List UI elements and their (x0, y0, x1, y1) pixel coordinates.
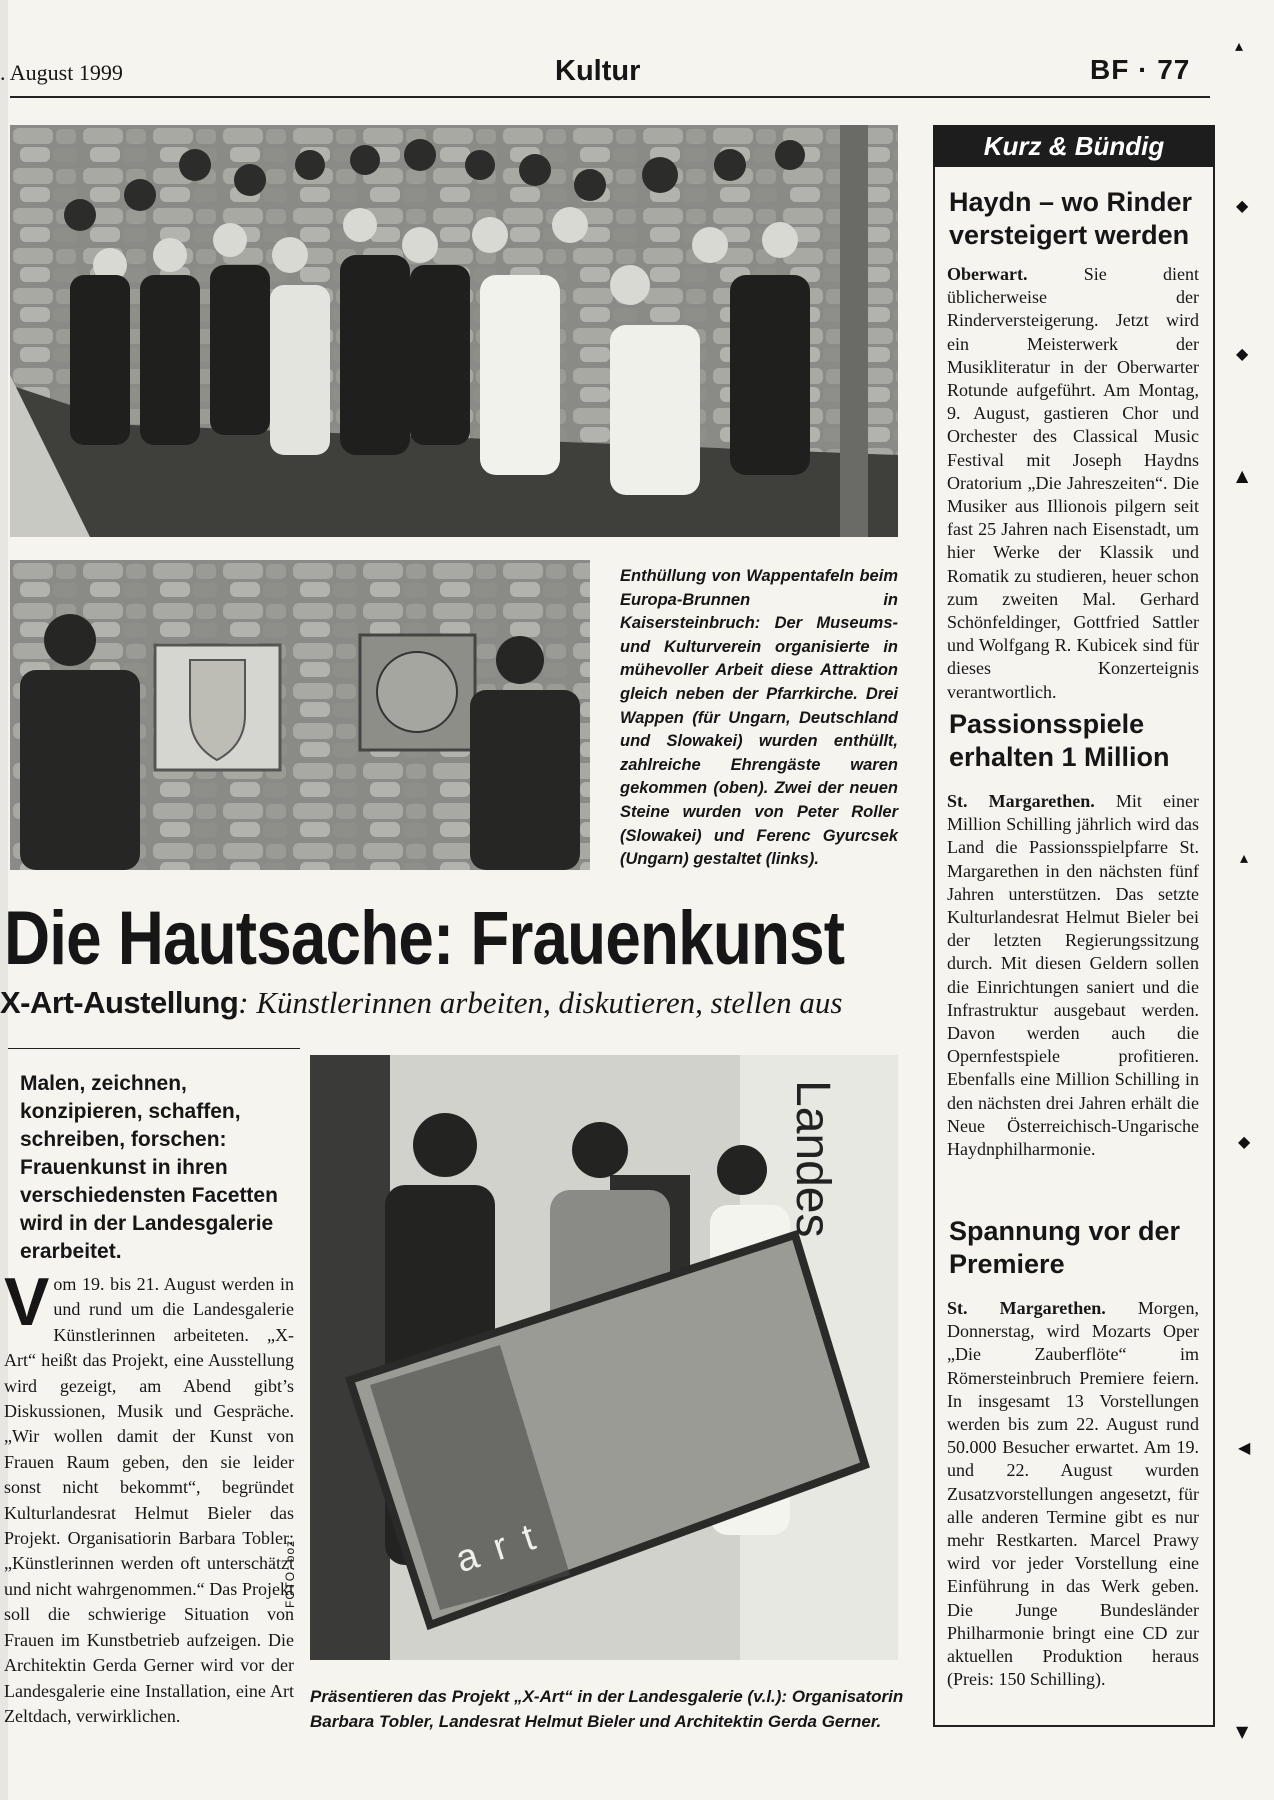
sidebar-text-2: St. Margarethen. Mit einer Million Schilling jährlich wird das Land die Passionsspielpfarre St. Margarethen in den nächsten fünf Jahren unterstützen. Das setzte Kulturlandesrat Helmut Bieler bei der letzten Regierungssitzung durch. Mit diesen Geldern sollen die Einrichtungen saniert und die Infrastruktur ausgebaut werden. Davon werden auch die Opernfestspiele profitieren. Ebenfalls eine Million Schilling in den nächsten drei Jahren erhält die Neue Österreichisch-Ungarische Haydnphilharmonie. (947, 791, 1199, 1160)
header-rule (10, 96, 1210, 98)
scan-mark: ◆ (1236, 344, 1249, 363)
wappen-photo (10, 560, 590, 870)
xart-panel-text: art (450, 1510, 558, 1582)
group-photo (10, 125, 898, 537)
article-body-text: om 19. bis 21. August werden in und rund um die Landesgalerie Künstlerinnen arbeiteten. „X-Art“ heißt das Projekt, eine Ausstellung wird gezeigt, am Abend gibt’s Diskussionen, Musik und Gespräche. „Wir wollen damit der Kunst von Frauen Raum geben, den sie leider sonst nicht bekommt“, begründet Kulturlandesrat Helmut Bieler das Projekt. Organisatiorin Barbara Tobler: „Künstlerinnen werden oft unterschätzt und nicht wahrgenommen.“ Das Projekt soll die schwierige Situation von Frauen im Kunstbetrieb aufzeigen. Die Architektin Gerda Gerner wird vor der Landesgalerie eine Installation, eine Art Zeltdach, verwirklichen. (4, 1274, 294, 1726)
photo-caption-bottom: Präsentieren das Projekt „X-Art“ in der Landesgalerie (v.l.): Organisatorin Barbara Tobler, Landesrat Helmut Bieler und Architektin Gerda Gerner. (310, 1687, 904, 1731)
sidebar-place-3: St. Margarethen. (947, 1298, 1106, 1318)
sidebar-headline-2: Passionsspiele erhalten 1 Million (949, 709, 1170, 772)
sidebar-place-2: St. Margarethen. (947, 791, 1095, 811)
page-number: BF · 77 (1090, 54, 1191, 85)
article-headline: Die Hautsache: Frauenkunst (4, 896, 845, 981)
sidebar-title: Kurz & Bündig (933, 125, 1215, 167)
xart-photo (310, 1055, 898, 1660)
sidebar-headline-1: Haydn – wo Rinder versteigert werden (949, 187, 1193, 250)
photo-credit: FOTO: boz (283, 1539, 297, 1608)
scan-mark: ▴ (1235, 36, 1244, 55)
scan-mark: ◀ (1238, 1438, 1251, 1457)
scan-mark: ▼ (1236, 1722, 1249, 1741)
article-body (4, 1264, 294, 1729)
sidebar-text-3: St. Margarethen. Morgen, Donnerstag, wird Mozarts Oper „Die Zauberflöte“ im Römersteinbruch Premiere feiern. In insgesamt 13 Vorstellungen werden bis zum 22. August rund 50.000 Besucher erwartet. Am 19. und 22. August wurden Zusatzvorstellungen angesetzt, für alle anderen Termine gibt es nur mehr Restkarten. Marcel Prawy wird vor jeder Vorstellung eine Einführung in das Werk geben. Die Junge Bundesländer Philharmonie bringt eine CD zur aktuellen Produktion heraus (Preis: 150 Schilling). (947, 1298, 1199, 1690)
scan-mark: ◆ (1238, 1132, 1251, 1151)
sidebar-place-1: Oberwart. (947, 264, 1028, 284)
issue-date: . August 1999 (0, 60, 123, 85)
drop-cap: V (4, 1264, 50, 1340)
article-rule (8, 1048, 300, 1049)
scan-mark: ▴ (1240, 848, 1249, 867)
subheadline-lead: X-Art-Austellung (0, 985, 239, 1020)
sidebar-text-1: Oberwart. Sie dient üblicherweise der Rinderversteigerung. Jetzt wird ein Meisterwerk der Musikliteratur in der Oberwarter Rotunde aufgeführt. Am Montag, 9. August, gastieren Chor und Orchester des Classical Music Festival mit Joseph Haydns Oratorium „Die Jahreszeiten“. Die Musiker aus Illionois pilgern seit fast 25 Jahren nach Eisenstadt, um hier Werke der Klassik und Romatik zu studieren, heuer schon zum zweiten Mal. Gerhard Schönfeldinger, Gottfried Sattler und Wolfgang R. Kubicek sind für dieses Konzerteignis verantwortlich. (947, 264, 1199, 702)
sidebar-headline-3: Spannung vor der Premiere (949, 1216, 1181, 1279)
article-teaser: Malen, zeichnen, konzipieren, schaffen, schreiben, forschen: Frauenkunst in ihren verschiedensten Facetten wird in der Landesgalerie erarbeitet. (20, 1072, 278, 1263)
article-subheadline (0, 985, 842, 1021)
section-title: Kultur (555, 55, 641, 87)
scan-mark: ▲ (1236, 466, 1249, 485)
subheadline-rest: : Künstlerinnen arbeiten, diskutieren, stellen aus (238, 985, 843, 1020)
landes-sign: Landes (786, 1080, 839, 1238)
scan-mark: ◆ (1236, 196, 1249, 215)
photo-caption-top: Enthüllung von Wappentafeln beim Europa-Brunnen in Kaisersteinbruch: Der Museums- und Kulturverein organisierte in mühevoller Arbeit diese Attraktion gleich neben der Pfarrkirche. Drei Wappen (für Ungarn, Deutschland und Slowakei) wurden enthüllt, zahlreiche Ehrengäste waren gekommen (oben). Zwei der neuen Steine wurden von Peter Roller (Slowakei) und Ferenc Gyurcsek (Ungarn) gestaltet (links). (620, 567, 898, 869)
